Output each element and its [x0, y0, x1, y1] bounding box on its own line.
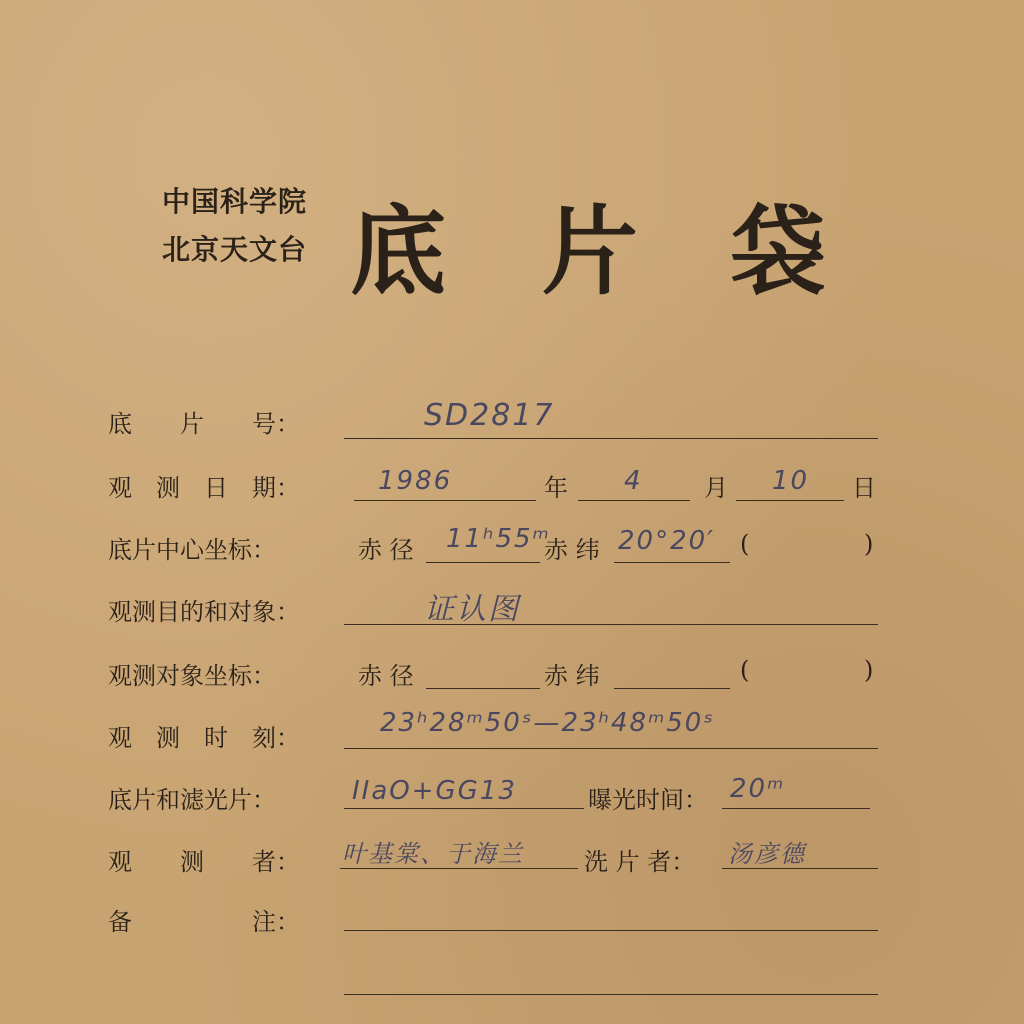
remarks-line-1: [344, 930, 878, 931]
title-char-1: 底: [350, 195, 446, 308]
purpose-label: 观测目的和对象：: [108, 598, 300, 626]
observation-time-line: [344, 748, 878, 749]
plate-filter-line: [344, 808, 584, 809]
observer-label: 观 测 者：: [108, 848, 300, 876]
plate-center-ra-label: 赤 径: [358, 536, 414, 564]
title-char-2: 片: [542, 195, 638, 308]
plate-center-dec-value: 20°20′: [618, 526, 716, 556]
object-ra-label: 赤 径: [358, 662, 414, 690]
object-paren-open: (: [740, 656, 750, 684]
year-line: [354, 500, 536, 501]
object-coordinates-label: 观测对象坐标：: [108, 662, 276, 690]
plate-center-dec-label: 赤 纬: [544, 536, 600, 564]
developer-label: 洗 片 者：: [584, 848, 696, 876]
title-char-3: 袋: [730, 195, 826, 308]
plate-center-dec-line: [614, 562, 730, 563]
day-value: 10: [772, 466, 810, 496]
plate-number-label: 底 片 号：: [108, 410, 300, 438]
developer-value: 汤彦德: [728, 840, 806, 868]
plate-filter-value: IIaO+GG13: [352, 776, 517, 806]
object-ra-line: [426, 688, 540, 689]
institution-line-2: 北京天文台: [162, 233, 308, 266]
day-line: [736, 500, 844, 501]
object-dec-line: [614, 688, 730, 689]
observation-time-label: 观 测 时 刻：: [108, 724, 300, 752]
day-unit: 日: [852, 474, 876, 502]
month-line: [578, 500, 690, 501]
plate-filter-label: 底片和滤光片：: [108, 786, 276, 814]
plate-number-value: SD2817: [424, 398, 555, 433]
exposure-line: [722, 808, 870, 809]
exposure-label: 曝光时间：: [588, 786, 708, 814]
object-dec-label: 赤 纬: [544, 662, 600, 690]
object-paren-close: ): [864, 656, 874, 684]
remarks-line-2: [344, 994, 878, 995]
observer-value: 叶基棠、于海兰: [342, 840, 524, 868]
remarks-label: 备 注：: [108, 908, 300, 936]
year-value: 1986: [378, 466, 453, 496]
purpose-value: 证认图: [424, 592, 520, 627]
plate-number-line: [344, 438, 878, 439]
month-unit: 月: [704, 474, 728, 502]
year-unit: 年: [544, 474, 568, 502]
observation-date-label: 观 测 日 期：: [108, 474, 300, 502]
observation-time-value: 23ʰ28ᵐ50ˢ—23ʰ48ᵐ50ˢ: [380, 708, 716, 738]
plate-center-ra-line: [426, 562, 540, 563]
plate-center-ra-value: 11ʰ55ᵐ: [446, 524, 551, 554]
month-value: 4: [624, 466, 643, 496]
exposure-value: 20ᵐ: [730, 774, 786, 804]
plate-center-label: 底片中心坐标：: [108, 536, 276, 564]
institution-line-1: 中国科学院: [162, 185, 308, 218]
plate-center-paren-open: (: [740, 530, 750, 558]
institution-name: [162, 178, 307, 274]
plate-center-paren-close: ): [864, 530, 874, 558]
